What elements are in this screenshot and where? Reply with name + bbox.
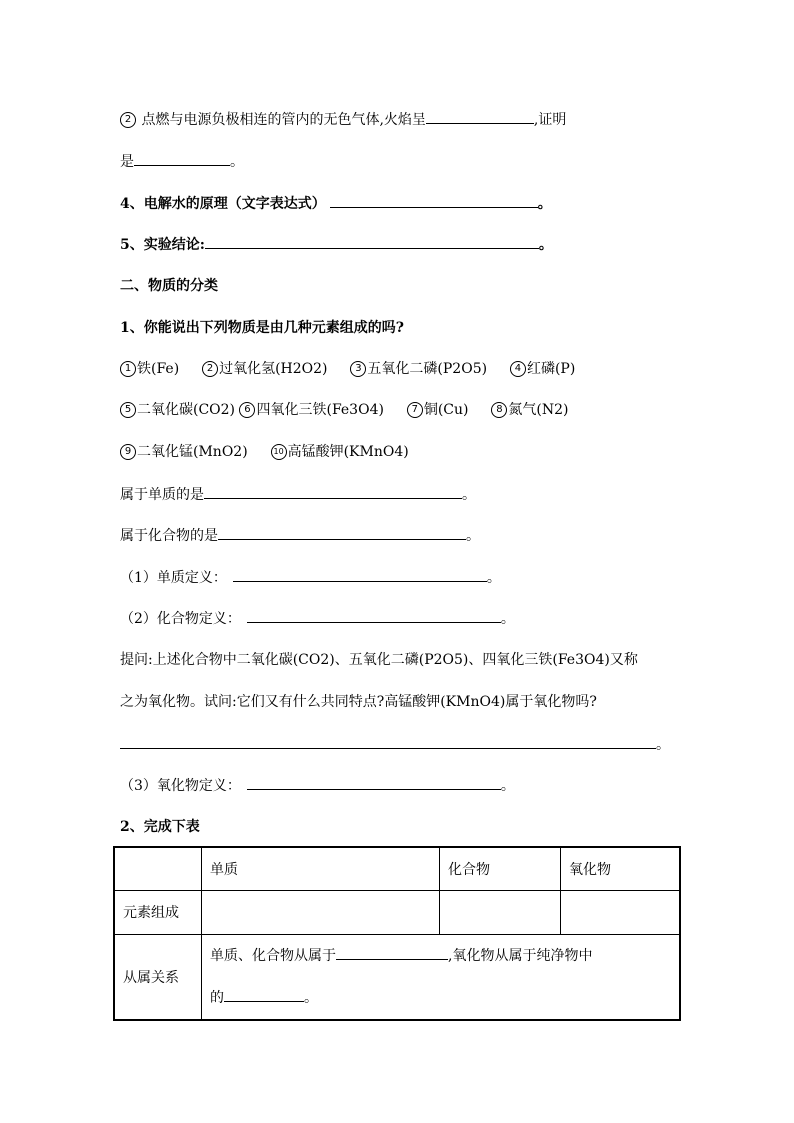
items-row-1 xyxy=(120,359,575,379)
circled-number: 2 xyxy=(202,361,218,377)
elemental-blank[interactable] xyxy=(204,484,462,499)
q3-2-text: 点燃与电源负极相连的管内的无色气体,火焰呈 xyxy=(141,112,426,128)
item-name: 二氧化锰(MnO2) xyxy=(137,444,248,460)
q4-end: 。 xyxy=(537,196,552,212)
compound-line xyxy=(120,525,480,545)
end-mark: 。 xyxy=(486,570,501,586)
circled-number: 3 xyxy=(350,361,366,377)
def3-line xyxy=(120,775,515,795)
question-line-1: 提问:上述化合物中二氧化碳(CO2)、五氧化二磷(P2O5)、四氧化三铁(Fe3O4)又称 xyxy=(120,652,638,668)
q5-line xyxy=(120,234,553,254)
q4-label: 4、电解水的原理（文字表达式） xyxy=(120,196,326,212)
items-row-2 xyxy=(120,400,569,420)
end-mark: 。 xyxy=(500,611,515,627)
item-name: 铁(Fe) xyxy=(137,361,180,377)
q3-2-text2: ,证明 xyxy=(533,112,567,128)
table-cell-input[interactable] xyxy=(202,890,440,934)
end-mark: 。 xyxy=(500,778,515,794)
circled-number: 4 xyxy=(510,361,526,377)
relation-text3: 的 xyxy=(210,989,224,1006)
end-mark: 。 xyxy=(466,528,480,544)
relation-blank-1[interactable] xyxy=(336,945,448,960)
def2-blank[interactable] xyxy=(247,608,501,623)
circled-number: 10 xyxy=(271,444,287,460)
table-header-compound: 化合物 xyxy=(440,847,561,890)
classification-table xyxy=(113,846,681,1021)
q5-label: 5、实验结论: xyxy=(120,237,205,253)
q3-2-line2 xyxy=(120,151,244,171)
relation-text2: ,氧化物从属于纯净物中 xyxy=(448,947,593,964)
q3-2-text3: 是 xyxy=(120,154,134,170)
q5-blank[interactable] xyxy=(205,234,539,249)
item-name: 氮气(N2) xyxy=(508,402,569,418)
elemental-label: 属于单质的是 xyxy=(120,487,204,503)
section-title: 二、物质的分类 xyxy=(120,278,218,294)
def2-label: （2）化合物定义： xyxy=(120,611,241,627)
relation-end: 。 xyxy=(304,989,318,1006)
def3-label: （3）氧化物定义： xyxy=(120,778,241,794)
def1-line xyxy=(120,567,501,587)
table-header-oxide: 氧化物 xyxy=(561,847,681,890)
q1-title: 1、你能说出下列物质是由几种元素组成的吗? xyxy=(120,320,404,336)
table-header-element: 单质 xyxy=(202,847,440,890)
q3-2-line1 xyxy=(120,109,566,129)
table-header-empty xyxy=(114,847,202,890)
end-mark: 。 xyxy=(656,737,670,753)
answer-blank[interactable] xyxy=(120,734,656,749)
item-name: 高锰酸钾(KMnO4) xyxy=(287,444,409,460)
def1-label: （1）单质定义： xyxy=(120,570,227,586)
items-row-3 xyxy=(120,442,409,462)
circled-number: 9 xyxy=(120,444,136,460)
circled-number: 5 xyxy=(120,402,136,418)
relation-blank-2[interactable] xyxy=(224,987,304,1002)
compound-blank[interactable] xyxy=(218,525,466,540)
q3-2-blank-proof[interactable] xyxy=(134,151,230,166)
circled-number: 6 xyxy=(239,402,255,418)
answer-line xyxy=(120,734,670,754)
question-line-2: 之为氧化物。试问:它们又有什么共同特点?高锰酸钾(KMnO4)属于氧化物吗? xyxy=(120,694,597,710)
q4-blank[interactable] xyxy=(330,193,538,208)
relation-text1: 单质、化合物从属于 xyxy=(210,947,336,964)
item-name: 红磷(P) xyxy=(526,361,576,377)
q2-title: 2、完成下表 xyxy=(120,819,200,835)
table-cell-input[interactable] xyxy=(440,890,561,934)
circled-number: 8 xyxy=(491,402,507,418)
q4-line xyxy=(120,193,552,213)
def2-line xyxy=(120,608,515,628)
q3-2-blank-flame[interactable] xyxy=(426,109,534,124)
item-name: 铜(Cu) xyxy=(423,402,469,418)
elemental-line xyxy=(120,484,476,504)
def3-blank[interactable] xyxy=(247,775,501,790)
table-cell-input[interactable] xyxy=(561,890,681,934)
row-label-relation: 从属关系 xyxy=(114,934,202,1020)
circled-number: 7 xyxy=(407,402,423,418)
item-name: 二氧化碳(CO2) xyxy=(137,402,236,418)
q3-2-end: 。 xyxy=(230,154,244,170)
circled-number: 2 xyxy=(120,112,136,128)
end-mark: 。 xyxy=(462,487,476,503)
item-name: 四氧化三铁(Fe3O4) xyxy=(256,402,384,418)
row-label-composition: 元素组成 xyxy=(114,890,202,934)
def1-blank[interactable] xyxy=(233,567,487,582)
q5-end: 。 xyxy=(538,237,553,253)
compound-label: 属于化合物的是 xyxy=(120,528,218,544)
relation-cell xyxy=(202,934,681,1020)
circled-number: 1 xyxy=(120,361,136,377)
item-name: 五氧化二磷(P2O5) xyxy=(367,361,488,377)
item-name: 过氧化氢(H2O2) xyxy=(219,361,328,377)
